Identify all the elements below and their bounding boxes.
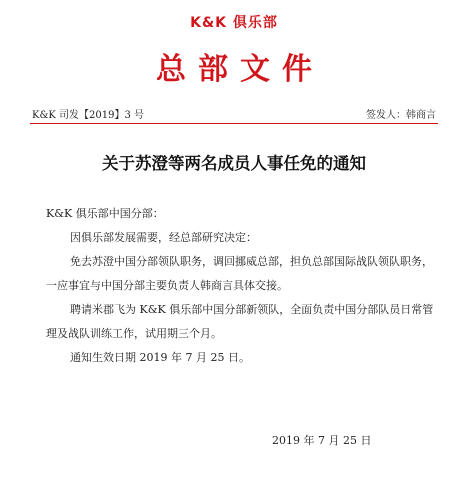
notice-body xyxy=(46,202,434,370)
issue-date: 2019 年 7 月 25 日 xyxy=(272,434,372,447)
organization-name: K&K 俱乐部 xyxy=(190,15,278,31)
paragraph-effective-date: 通知生效日期 2019 年 7 月 25 日。 xyxy=(70,351,250,364)
notice-title: 关于苏澄等两名成员人事任免的通知 xyxy=(102,154,366,173)
paragraph-appointment: 聘请米郡飞为 K&K 俱乐部中国分部新领队，全面负责中国分部队员日常管理及战队训练工作，试用期三个月。 xyxy=(46,303,434,340)
header-divider xyxy=(30,123,438,124)
paragraph-dismissal: 免去苏澄中国分部领队职务，调回挪威总部，担负总部国际战队领队职务，一应事宜与中国分部主要负责人韩商言具体交接。 xyxy=(46,255,433,292)
salutation: K&K 俱乐部中国分部： xyxy=(46,207,164,220)
signer: 签发人：韩商言 xyxy=(366,110,436,121)
document-number: K&K 司发【2019】3 号 xyxy=(32,110,145,121)
paragraph-decision: 因俱乐部发展需要，经总部研究决定： xyxy=(70,231,257,244)
document-heading: 总部文件 xyxy=(156,52,324,87)
